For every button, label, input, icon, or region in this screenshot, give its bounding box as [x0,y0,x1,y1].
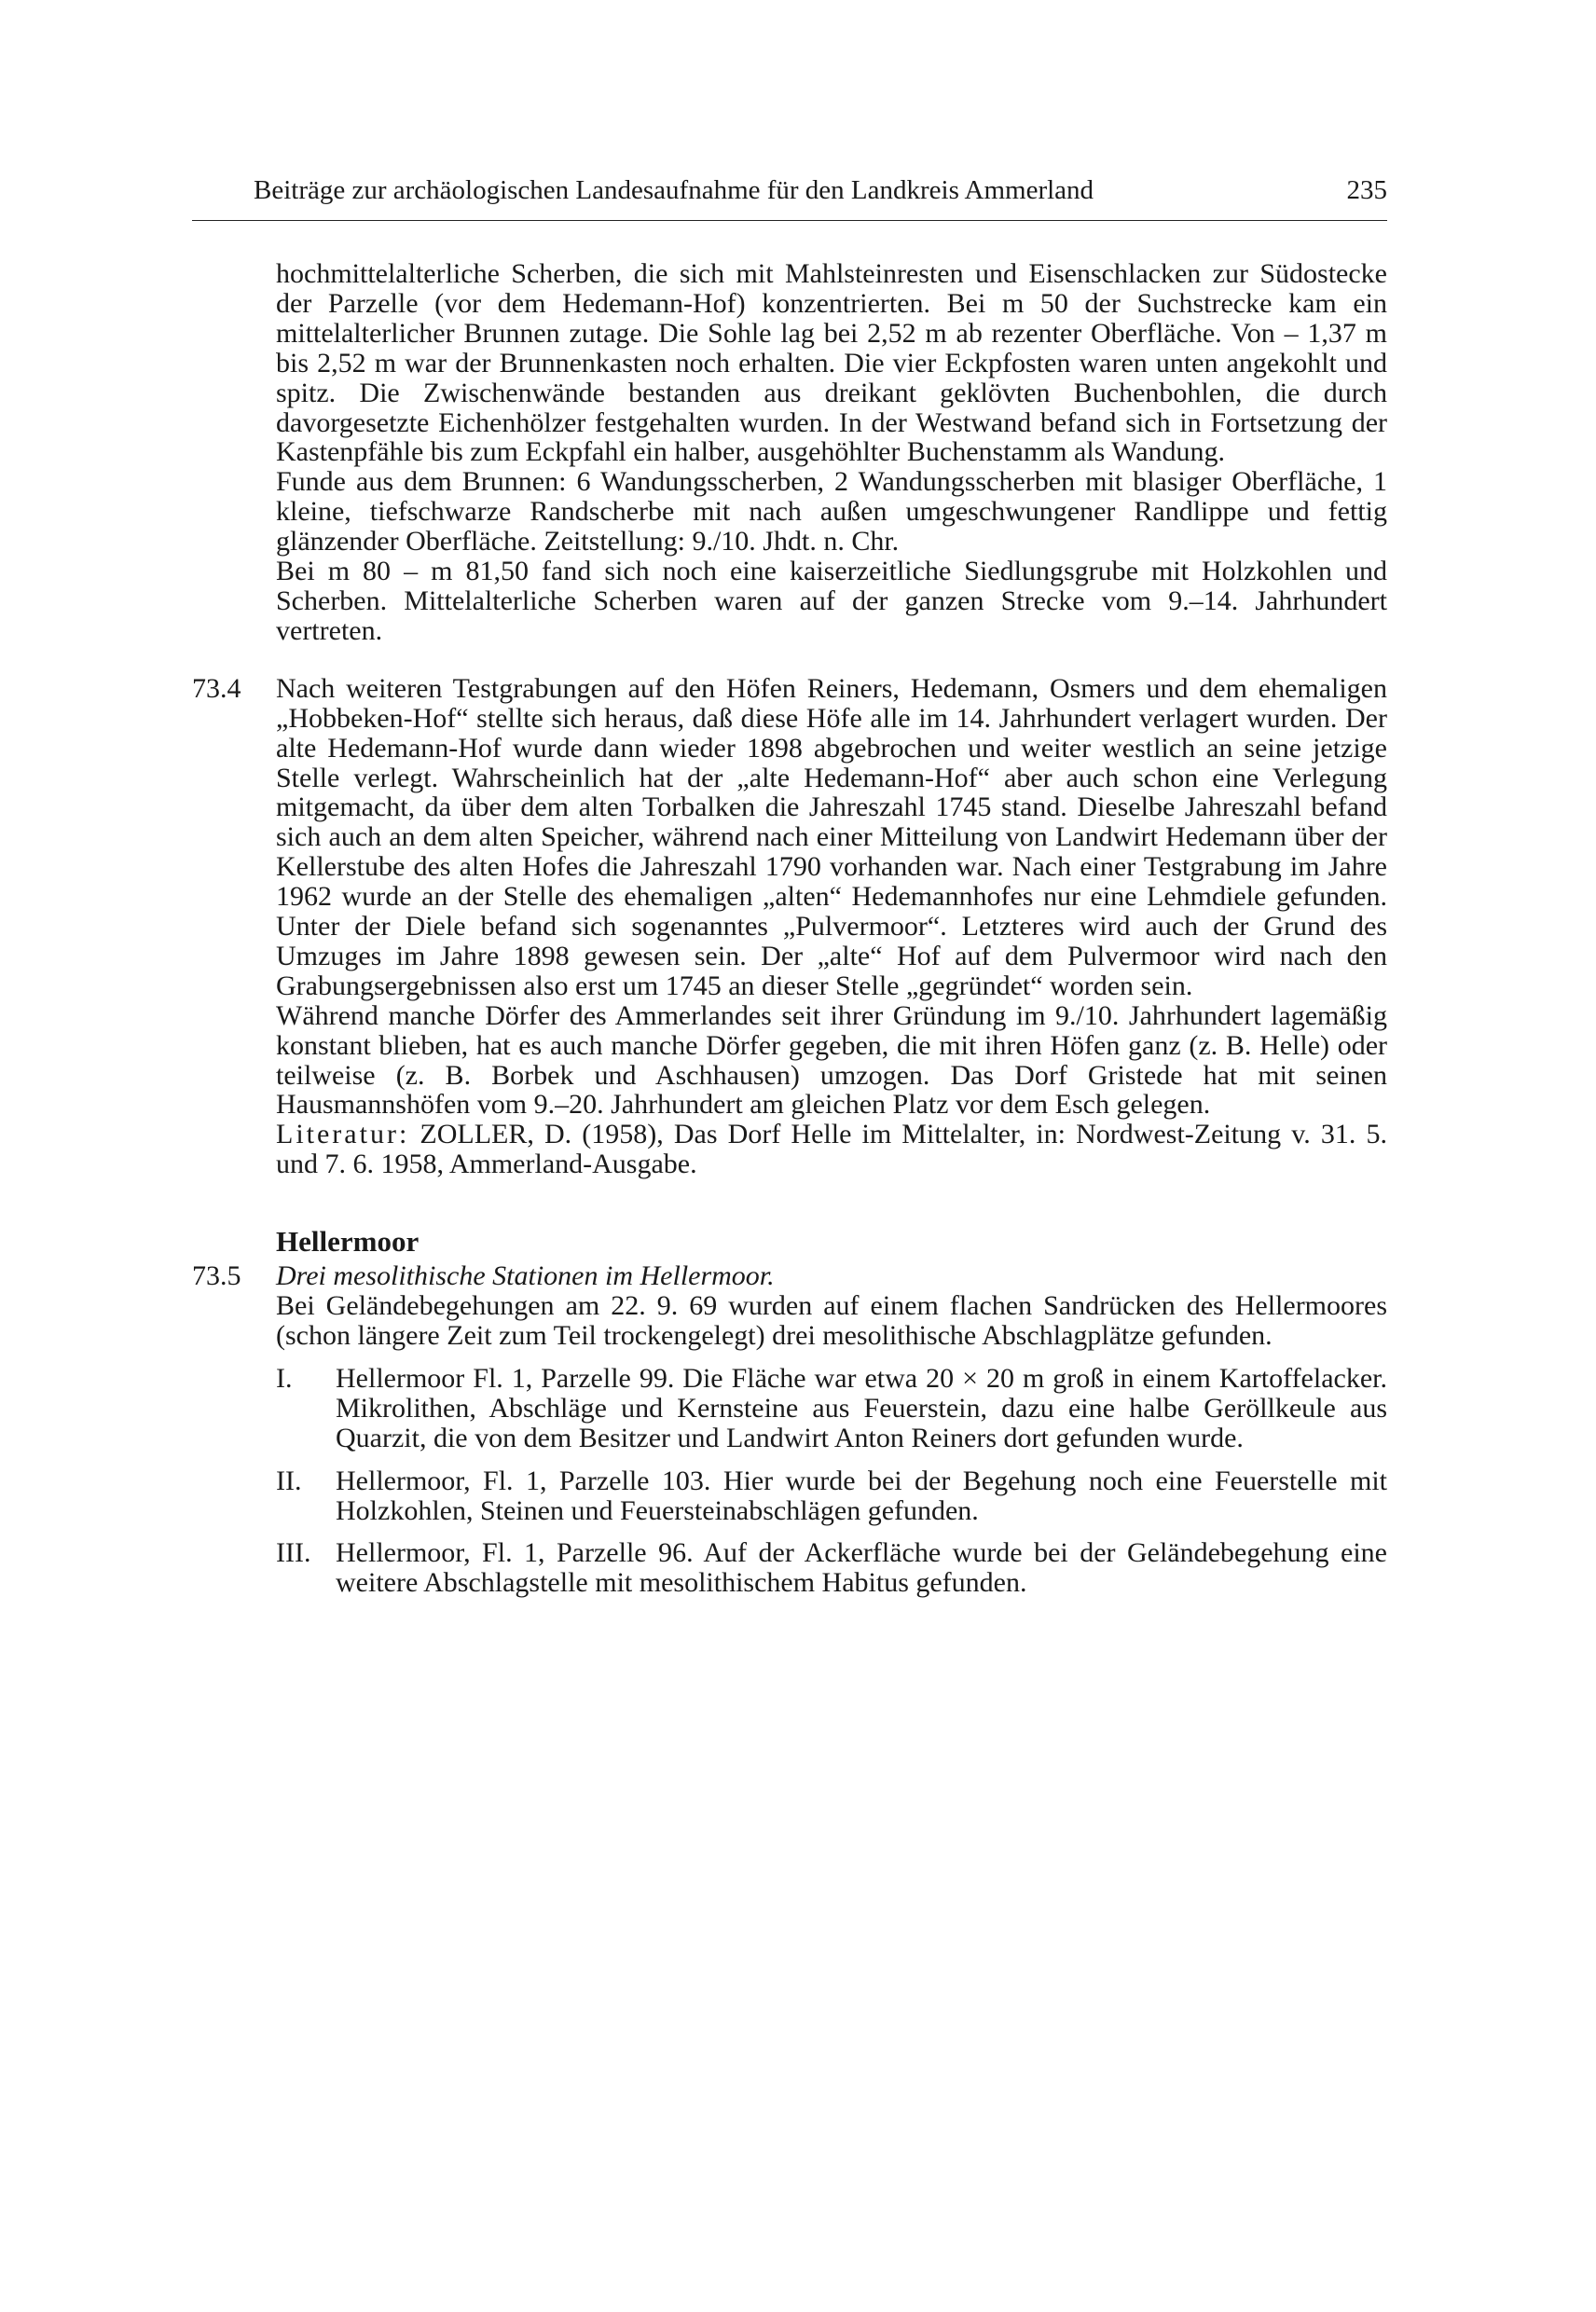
section-heading: Hellermoor [276,1225,420,1259]
section-73-5 [192,1261,1387,1351]
list-text: Hellermoor, Fl. 1, Parzelle 96. Auf der Ackerfläche wurde bei der Geländebegehung eine weitere Abschlagstelle mit mesolithischem Habitus gefunden. [336,1537,1387,1599]
list-numeral: III. [276,1537,311,1569]
list-item [192,1538,1387,1598]
section-number: 73.4 [192,672,241,704]
list-numeral: II. [276,1465,302,1496]
running-header [254,172,1387,216]
page-number: 235 [1346,175,1387,205]
literature-reference [276,1120,1387,1179]
intro-paragraph: Funde aus dem Brunnen: 6 Wandungsscherben, 2 Wandungsscherben mit blasiger Oberfläche, 1 kleine, tiefschwarze Randscherbe mit nach außen umgeschwungener Randlippe und fettig glänzender Oberfläche. Zeitstellung: 9./10. Jhdt. n. Chr. [276,466,1387,557]
list-numeral: I. [276,1362,293,1394]
intro-paragraph: Bei m 80 – m 81,50 fand sich noch eine kaiserzeitliche Siedlungsgrube mit Holzkohlen und Scherben. Mittelalterliche Scherben waren auf der ganzen Strecke vom 9.–14. Jahrhundert vertreten. [276,556,1387,646]
section-intro: Bei Geländebegehungen am 22. 9. 69 wurden auf einem flachen Sandrücken des Hellermoores (schon längere Zeit zum Teil trockengelegt) drei mesolithische Abschlagplätze gefunden. [276,1290,1387,1351]
section-paragraph: Während manche Dörfer des Ammerlandes seit ihrer Gründung im 9./10. Jahrhundert lagemäßig konstant blieben, hat es auch manche Dörfer gegeben, die mit ihren Höfen ganz (z. B. Helle) oder teilweise (z. B. Borbek und Aschhausen) umzogen. Das Dorf Gristede hat mit seinen Hausmannshöfen vom 9.–20. Jahrhundert am gleichen Platz vor dem Esch gelegen. [276,999,1387,1121]
section-title [276,1261,1387,1291]
running-title: Beiträge zur archäologischen Landesaufnahme für den Landkreis Ammerland [254,175,1094,205]
list-item [192,1364,1387,1453]
literature-text: ZOLLER, D. (1958), Das Dorf Helle im Mittelalter, in: Nordwest-Zeitung v. 31. 5. und 7. 6. 1958, Ammerland-Ausgabe. [276,1119,1387,1180]
intro-paragraph: hochmittelalterliche Scherben, die sich mit Mahlsteinresten und Eisenschlacken zur Südostecke der Parzelle (vor dem Hedemann-Hof) konzentrierten. Bei m 50 der Suchstrecke kam ein mittelalterlicher Brunnen zutage. Die Sohle lag bei 2,52 m ab rezenter Oberfläche. Von – 1,37 m bis 2,52 m war der Brunnenkasten noch erhalten. Die vier Eckpfosten waren unten angekohlt und spitz. Die Zwischenwände bestanden aus dreikant geklövten Buchenbohlen, die durch davorgesetzte Eichenhölzer festgehalten wurden. In der Westwand befand sich in Fortsetzung der Kastenpfähle bis zum Eckpfahl ein halber, ausgehöhlter Buchenstamm als Wandung. [276,258,1387,468]
list-item [192,1466,1387,1526]
list-text: Hellermoor Fl. 1, Parzelle 99. Die Fläche war etwa 20 × 20 m groß in einem Kartoffelacker. Mikrolithen, Abschläge und Kernsteine aus Feuerstein, dazu eine halbe Geröllkeule aus Quarzit, die von dem Besitzer und Landwirt Anton Reiners dort gefunden wurde. [336,1362,1387,1453]
literature-label: Literatur: [276,1119,410,1150]
page-body [192,259,1387,1598]
header-rule [192,220,1387,221]
list-text: Hellermoor, Fl. 1, Parzelle 103. Hier wurde bei der Begehung noch eine Feuerstelle mit Holzkohlen, Steinen und Feuersteinabschlägen gefunden. [336,1465,1387,1526]
section-title-text: Drei mesolithische Stationen im Hellermoor. [276,1260,775,1292]
section-73-4 [192,674,1387,1179]
intro-block [192,259,1387,646]
section-number: 73.5 [192,1260,241,1292]
section-paragraph: Nach weiteren Testgrabungen auf den Höfen Reiners, Hedemann, Osmers und dem ehemaligen „Hobbeken-Hof“ stellte sich heraus, daß diese Höfe alle im 14. Jahrhundert verlagert wurden. Der alte Hedemann-Hof wurde dann wieder 1898 abgebrochen und weiter westlich an seine jetzige Stelle verlegt. Wahrscheinlich hat der „alte Hedemann-Hof“ aber auch schon eine Verlegung mitgemacht, da über dem alten Torbalken die Jahreszahl 1745 stand. Dieselbe Jahreszahl befand sich auch an dem alten Speicher, während nach einer Mitteilung von Landwirt Hedemann über der Kellerstube des alten Hofes die Jahreszahl 1790 vorhanden war. Nach einer Testgrabung im Jahre 1962 wurde an der Stelle des ehemaligen „alten“ Hedemannhofes nur eine Lehmdiele gefunden. Unter der Diele befand sich sogenanntes „Pulvermoor“. Letzteres wird auch der Grund des Umzuges im Jahre 1898 gewesen sein. Der „alte“ Hof auf dem Pulvermoor wird nach den Grabungsergebnissen also erst um 1745 an dieser Stelle „gegründet“ worden sein. [276,672,1387,1001]
